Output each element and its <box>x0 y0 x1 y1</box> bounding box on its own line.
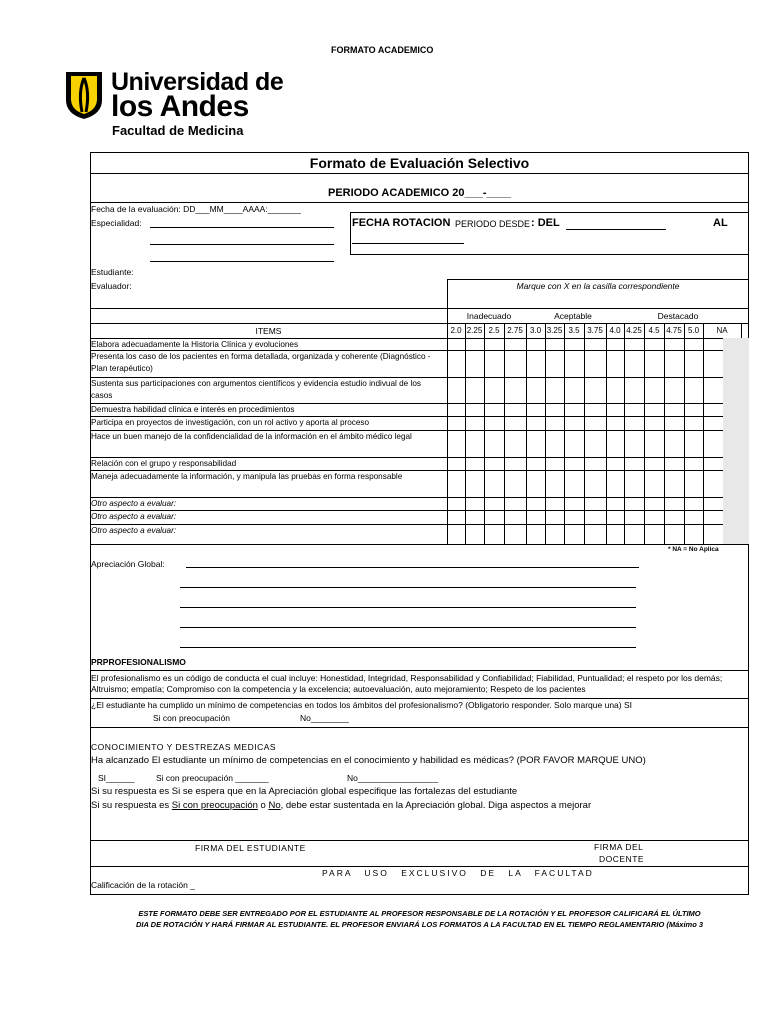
rating-cell[interactable] <box>484 403 504 416</box>
rating-cell[interactable] <box>545 403 564 416</box>
rating-cell[interactable] <box>465 510 484 524</box>
cono-line2-b: Si con preocupación <box>171 800 258 811</box>
rating-cell[interactable] <box>584 497 606 510</box>
score-header-4.75: 4.75 <box>666 326 682 335</box>
rating-cell[interactable] <box>606 416 624 430</box>
rating-cell[interactable] <box>703 457 741 470</box>
rating-cell[interactable] <box>584 350 606 377</box>
score-header-3.25: 3.25 <box>546 326 563 335</box>
rating-cell[interactable] <box>624 497 644 510</box>
uso-exclusivo: PARA USO EXCLUSIVO DE LA FACULTAD <box>322 868 594 878</box>
items-header: ITEMS <box>255 326 282 336</box>
rating-cell[interactable] <box>584 470 606 497</box>
rating-cell[interactable] <box>703 377 741 403</box>
rating-cell[interactable] <box>504 510 526 524</box>
rating-cell[interactable] <box>664 497 684 510</box>
item-label: Presenta los caso de los pacientes en forma detallada, organizada y coherente (Diagnóstico - Plan terapéutico) <box>91 352 431 373</box>
rating-cell[interactable] <box>465 497 484 510</box>
rating-cell[interactable] <box>644 350 664 377</box>
rating-cell[interactable] <box>684 457 703 470</box>
calificacion: Calificación de la rotación _ <box>91 880 195 890</box>
score-header-4.0: 4.0 <box>609 326 621 335</box>
item-label: Hace un buen manejo de la confidencialidad de la información en el ámbito médico legal <box>91 432 412 441</box>
rating-cell[interactable] <box>703 416 741 430</box>
especialidad-label: Especialidad: <box>91 218 142 228</box>
rating-cell[interactable] <box>624 338 644 350</box>
especialidad-field-2[interactable] <box>150 244 334 245</box>
top-title: FORMATO ACADEMICO <box>331 45 434 55</box>
rating-cell[interactable] <box>447 470 465 497</box>
del-label: : DEL <box>531 217 560 229</box>
rating-cell[interactable] <box>684 470 703 497</box>
rating-cell[interactable] <box>644 457 664 470</box>
rating-cell[interactable] <box>504 497 526 510</box>
rating-cell[interactable] <box>664 510 684 524</box>
rating-cell[interactable] <box>664 350 684 377</box>
rating-cell[interactable] <box>606 470 624 497</box>
rating-cell[interactable] <box>564 497 584 510</box>
rating-cell[interactable] <box>465 338 484 350</box>
rating-cell[interactable] <box>526 510 545 524</box>
score-header-2.5: 2.5 <box>488 326 500 335</box>
rating-cell[interactable] <box>484 350 504 377</box>
rating-cell[interactable] <box>684 430 703 457</box>
item-label: Otro aspecto a evaluar: <box>91 499 177 508</box>
cono-line2-a: Si su respuesta es <box>91 800 172 811</box>
rating-cell[interactable] <box>624 430 644 457</box>
rating-cell[interactable] <box>526 338 545 350</box>
rating-cell[interactable] <box>624 416 644 430</box>
rating-cell[interactable] <box>644 510 664 524</box>
rating-cell[interactable] <box>624 470 644 497</box>
score-header-5.0: 5.0 <box>687 326 700 335</box>
prof-option-no[interactable]: No________ <box>300 713 349 723</box>
rating-cell[interactable] <box>664 430 684 457</box>
cono-line2-c: o <box>257 800 269 811</box>
item-label: Maneja adecuadamente la información, y manipula las pruebas en forma responsable <box>91 472 403 481</box>
rating-cell[interactable] <box>465 430 484 457</box>
rating-cell[interactable] <box>484 497 504 510</box>
apreciacion-line-5[interactable] <box>180 647 636 648</box>
score-header-2.25: 2.25 <box>466 326 483 335</box>
rating-cell[interactable] <box>684 338 703 350</box>
rating-cell[interactable] <box>545 350 564 377</box>
rating-cell[interactable] <box>564 403 584 416</box>
cono-line2-e: , debe estar sustentada en la Apreciación global. Diga aspectos a mejorar <box>280 800 592 811</box>
rating-cell[interactable] <box>484 377 504 403</box>
rating-cell[interactable] <box>447 350 465 377</box>
rating-cell[interactable] <box>684 403 703 416</box>
score-header-2.0: 2.0 <box>450 326 462 335</box>
rating-cell[interactable] <box>644 338 664 350</box>
rating-cell[interactable] <box>684 524 703 544</box>
item-label: Relación con el grupo y responsabilidad <box>91 459 237 468</box>
rating-cell[interactable] <box>684 497 703 510</box>
score-header-3.75: 3.75 <box>587 326 603 335</box>
rating-cell[interactable] <box>564 510 584 524</box>
rating-cell[interactable] <box>664 470 684 497</box>
rating-cell[interactable] <box>526 416 545 430</box>
item-label: Otro aspecto a evaluar: <box>91 526 177 535</box>
score-header-2.75: 2.75 <box>507 326 523 335</box>
fecha-evaluacion: Fecha de la evaluación: DD___MM____AAAA:_______ <box>91 204 301 214</box>
rating-cell[interactable] <box>447 524 465 544</box>
rating-cell[interactable] <box>703 403 741 416</box>
rating-cell[interactable] <box>564 377 584 403</box>
rating-cell[interactable] <box>526 497 545 510</box>
rating-cell[interactable] <box>624 350 644 377</box>
form-title: Formato de Evaluación Selectivo <box>309 155 530 171</box>
item-label: Otro aspecto a evaluar: <box>91 512 177 521</box>
rating-cell[interactable] <box>584 403 606 416</box>
rating-cell[interactable] <box>664 377 684 403</box>
rating-cell[interactable] <box>526 457 545 470</box>
firma-estudiante: FIRMA DEL ESTUDIANTE <box>195 843 306 853</box>
cono-question: Ha alcanzado El estudiante un mínimo de competencias en el conocimiento y habilidad es médicas? (POR FAVOR MARQUE UNO) <box>91 755 646 766</box>
score-header-4.5: 4.5 <box>648 326 660 335</box>
especialidad-field-3[interactable] <box>150 261 334 262</box>
rating-cell[interactable] <box>703 524 741 544</box>
rating-cell[interactable] <box>504 457 526 470</box>
rating-cell[interactable] <box>564 338 584 350</box>
rating-cell[interactable] <box>504 403 526 416</box>
rating-cell[interactable] <box>526 350 545 377</box>
rating-cell[interactable] <box>684 350 703 377</box>
rating-cell[interactable] <box>564 470 584 497</box>
rating-cell[interactable] <box>504 338 526 350</box>
item-label: Elabora adecuadamente la Historia Clínica y evoluciones <box>91 340 299 349</box>
rating-cell[interactable] <box>504 430 526 457</box>
rating-cell[interactable] <box>564 416 584 430</box>
rating-cell[interactable] <box>504 416 526 430</box>
rating-cell[interactable] <box>644 403 664 416</box>
cono-line1: Si su respuesta es Si se espera que en la Apreciación global especifique las fortalezas del estudiante <box>91 786 518 797</box>
rating-cell[interactable] <box>644 430 664 457</box>
periodo-academico: PERIODO ACADEMICO 20___-____ <box>328 187 511 199</box>
score-header-4.25: 4.25 <box>626 326 642 335</box>
rating-cell[interactable] <box>606 430 624 457</box>
cat-destacado: Destacado <box>657 311 699 321</box>
score-header-3.5: 3.5 <box>568 326 580 335</box>
rating-cell[interactable] <box>465 524 484 544</box>
rating-cell[interactable] <box>447 510 465 524</box>
rating-cell[interactable] <box>606 497 624 510</box>
rating-cell[interactable] <box>564 457 584 470</box>
prof-question: ¿El estudiante ha cumplido un mínimo de competencias en todos los ámbitos del profesionalismo? (Obligatorio responder. Solo marque una) SI <box>91 700 632 710</box>
university-shield-icon <box>64 70 104 120</box>
rating-cell[interactable] <box>703 470 741 497</box>
rating-cell[interactable] <box>504 470 526 497</box>
rating-cell[interactable] <box>644 470 664 497</box>
rating-cell[interactable] <box>504 350 526 377</box>
rating-cell[interactable] <box>465 403 484 416</box>
rating-cell[interactable] <box>545 416 564 430</box>
rating-cell[interactable] <box>526 430 545 457</box>
rating-cell[interactable] <box>584 457 606 470</box>
rating-cell[interactable] <box>664 403 684 416</box>
rating-cell[interactable] <box>606 350 624 377</box>
rating-cell[interactable] <box>447 430 465 457</box>
prof-text: El profesionalismo es un código de conducta el cual incluye: Honestidad, Integridad, Responsabilidad y Confiabilidad; Fiabilidad, Puntualidad; el respeto por los demás; Altruismo; empatía; Compromiso con la competencia y la excelencia; autoevaluación, auto mejoramiento; Respeto de los pacientes <box>91 673 723 694</box>
rating-cell[interactable] <box>584 377 606 403</box>
rating-cell[interactable] <box>465 416 484 430</box>
cat-aceptable: Aceptable <box>554 311 592 321</box>
logo-line1: Universidad de <box>111 68 284 96</box>
rating-cell[interactable] <box>447 497 465 510</box>
cono-title: CONOCIMIENTO Y DESTREZAS MEDICAS <box>91 742 277 752</box>
item-label: Demuestra habilidad clínica e interés en procedimientos <box>91 405 295 414</box>
apreciacion-line-2[interactable] <box>180 587 636 588</box>
apreciacion-line-1[interactable] <box>186 567 639 568</box>
rating-cell[interactable] <box>484 457 504 470</box>
rating-cell[interactable] <box>545 338 564 350</box>
rating-cell[interactable] <box>584 430 606 457</box>
rating-cell[interactable] <box>545 430 564 457</box>
rating-cell[interactable] <box>564 430 584 457</box>
al-label: AL <box>713 217 728 229</box>
item-label: Sustenta sus participaciones con argumentos científicos y evidencia estudio indivual de los casos <box>91 379 421 400</box>
footer-line-1: ESTE FORMATO DEBE SER ENTREGADO POR EL ESTUDIANTE AL PROFESOR RESPONSABLE DE LA ROTACIÓN Y EL PROFESOR CALIFICARÁ EL ÚLTIMO <box>138 909 701 918</box>
rating-cell[interactable] <box>584 510 606 524</box>
rating-cell[interactable] <box>504 524 526 544</box>
del-field[interactable] <box>566 229 666 230</box>
rating-cell[interactable] <box>684 416 703 430</box>
fecha-rotacion-label: FECHA ROTACION <box>352 217 451 229</box>
cono-line2-d: No <box>268 800 281 811</box>
rating-cell[interactable] <box>465 377 484 403</box>
cono-option-preocupacion[interactable]: Si con preocupación _______ <box>156 773 269 783</box>
rating-cell[interactable] <box>564 350 584 377</box>
score-header-NA: NA <box>716 326 728 335</box>
logo-line2: los Andes <box>111 90 249 123</box>
rating-cell[interactable] <box>484 338 504 350</box>
rating-cell[interactable] <box>484 524 504 544</box>
item-label: Participa en proyectos de investigación, con un rol activo y aporta al proceso <box>91 418 370 427</box>
rating-cell[interactable] <box>526 377 545 403</box>
rating-cell[interactable] <box>624 524 644 544</box>
especialidad-field[interactable] <box>150 227 334 228</box>
rating-cell[interactable] <box>484 416 504 430</box>
estudiante-label: Estudiante: <box>91 267 134 277</box>
rating-cell[interactable] <box>484 470 504 497</box>
rating-cell[interactable] <box>606 510 624 524</box>
footer-line-2: DIA DE ROTACIÓN Y HARÁ FIRMAR AL ESTUDIANTE. EL PROFESOR ENVIARÁ LOS FORMATOS A LA FACULTAD EN EL TIEMPO REGLAMENTARIO (Máximo 3 <box>135 920 704 929</box>
na-note: * NA = No Aplica <box>668 546 719 553</box>
rating-cell[interactable] <box>526 524 545 544</box>
rating-cell[interactable] <box>624 510 644 524</box>
rating-cell[interactable] <box>465 350 484 377</box>
rating-cell[interactable] <box>624 403 644 416</box>
rating-cell[interactable] <box>606 377 624 403</box>
rating-cell[interactable] <box>584 524 606 544</box>
rating-cell[interactable] <box>484 430 504 457</box>
firma-docente-1: FIRMA DEL <box>594 842 644 852</box>
cat-inadecuado: Inadecuado <box>466 311 512 321</box>
rating-cell[interactable] <box>545 510 564 524</box>
rating-cell[interactable] <box>484 510 504 524</box>
marque-instruction: Marque con X en la casilla correspondiente <box>516 281 680 291</box>
rating-cell[interactable] <box>684 377 703 403</box>
rating-cell[interactable] <box>606 524 624 544</box>
rating-cell[interactable] <box>447 403 465 416</box>
rating-cell[interactable] <box>584 338 606 350</box>
rating-cell[interactable] <box>606 338 624 350</box>
cono-option-si[interactable]: SI______ <box>98 773 135 783</box>
rating-cell[interactable] <box>584 416 606 430</box>
rating-cell[interactable] <box>526 403 545 416</box>
score-header-3.0: 3.0 <box>529 326 542 335</box>
apreciacion-line-3[interactable] <box>180 607 636 608</box>
cono-line2 <box>91 800 591 811</box>
rating-cell[interactable] <box>465 470 484 497</box>
rating-cell[interactable] <box>664 416 684 430</box>
rating-cell[interactable] <box>664 457 684 470</box>
rating-cell[interactable] <box>545 524 564 544</box>
rating-cell[interactable] <box>564 524 584 544</box>
rating-cell[interactable] <box>545 377 564 403</box>
rating-cell[interactable] <box>664 524 684 544</box>
rating-cell[interactable] <box>644 377 664 403</box>
apreciacion-line-4[interactable] <box>180 627 636 628</box>
rating-cell[interactable] <box>447 416 465 430</box>
rating-cell[interactable] <box>504 377 526 403</box>
rating-cell[interactable] <box>644 497 664 510</box>
rating-cell[interactable] <box>526 470 545 497</box>
al-field[interactable] <box>352 243 464 244</box>
rating-cell[interactable] <box>545 470 564 497</box>
rating-cell[interactable] <box>624 377 644 403</box>
rating-cell[interactable] <box>465 457 484 470</box>
rating-cell[interactable] <box>606 457 624 470</box>
rating-cell[interactable] <box>447 338 465 350</box>
prof-title: PRPROFESIONALISMO <box>91 657 186 667</box>
logo-line3: Facultad de Medicina <box>112 123 244 138</box>
rating-cell[interactable] <box>703 338 741 350</box>
cono-option-no[interactable]: No_________________ <box>347 773 439 783</box>
rating-cell[interactable] <box>447 457 465 470</box>
rating-cell[interactable] <box>703 510 741 524</box>
rating-cell[interactable] <box>684 510 703 524</box>
rating-cell[interactable] <box>624 457 644 470</box>
firma-docente-2: DOCENTE <box>599 854 645 864</box>
rating-cell[interactable] <box>606 403 624 416</box>
rating-cell[interactable] <box>644 524 664 544</box>
rating-cell[interactable] <box>644 416 664 430</box>
rating-cell[interactable] <box>664 338 684 350</box>
rating-cell[interactable] <box>703 430 741 457</box>
evaluador-label: Evaluador: <box>91 281 132 291</box>
rating-cell[interactable] <box>703 497 741 510</box>
rating-cell[interactable] <box>545 457 564 470</box>
prof-option-preocupacion[interactable]: Si con preocupación <box>153 713 231 723</box>
rating-cell[interactable] <box>447 377 465 403</box>
apreciacion-label: Apreciación Global: <box>91 559 165 569</box>
periodo-desde: PERIODO DESDE <box>455 219 531 229</box>
rating-cell[interactable] <box>545 497 564 510</box>
rating-cell[interactable] <box>703 350 741 377</box>
